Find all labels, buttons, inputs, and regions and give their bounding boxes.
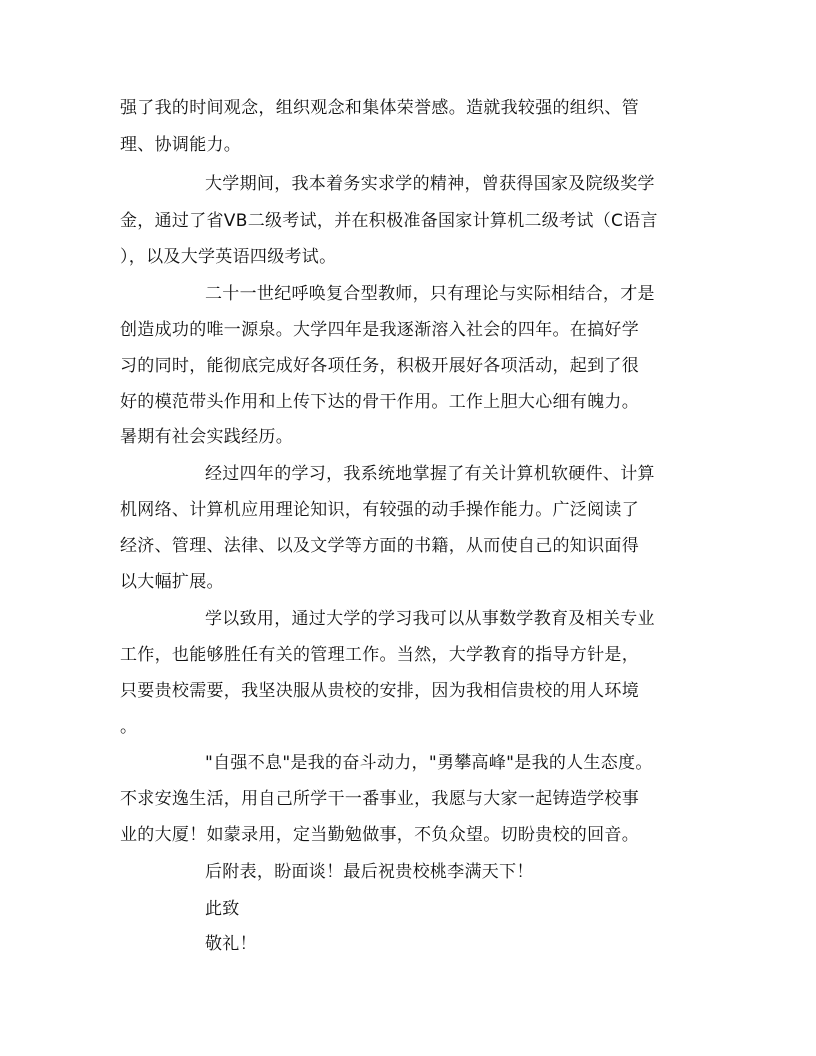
text-line: 以大幅扩展。 (120, 572, 224, 592)
text-line: 习的同时，能彻底完成好各项任务，积极开展好各项活动，起到了很 (120, 356, 639, 376)
text-line: ），以及大学英语四级考试。 (120, 247, 337, 267)
text-line: 暑期有社会实践经历。 (120, 427, 293, 447)
text-line: 业的大厦！如蒙录用，定当勤勉做事，不负众望。切盼贵校的回音。 (120, 825, 639, 845)
text-line: 金，通过了省VB二级考试，并在积极准备国家计算机二级考试（C语言 (120, 211, 658, 231)
text-line: 工作，也能够胜任有关的管理工作。当然，大学教育的指导方针是， (120, 645, 639, 665)
paragraph-start-line: 学以致用，通过大学的学习我可以从事数学教育及相关专业 (205, 609, 655, 629)
text-line: 创造成功的唯一源泉。大学四年是我逐渐溶入社会的四年。在搞好学 (120, 320, 639, 340)
text-line: 好的模范带头作用和上传下达的骨干作用。工作上胆大心细有魄力。 (120, 392, 639, 412)
closing-line: 后附表，盼面谈！最后祝贵校桃李满天下！ (205, 862, 534, 882)
salutation-line: 敬礼！ (205, 934, 257, 954)
paragraph-start-line: 大学期间，我本着务实求学的精神，曾获得国家及院级奖学 (205, 174, 655, 194)
text-line: 经济、管理、法律、以及文学等方面的书籍，从而使自己的知识面得 (120, 536, 639, 556)
text-line: 只要贵校需要，我坚决服从贵校的安排，因为我相信贵校的用人环境 (120, 681, 639, 701)
text-line: 强了我的时间观念，组织观念和集体荣誉感。造就我较强的组织、管 (120, 98, 639, 118)
text-line: 。 (120, 717, 138, 737)
paragraph-start-line: 经过四年的学习，我系统地掌握了有关计算机软硬件、计算 (205, 464, 655, 484)
paragraph-start-line: 二十一世纪呼唤复合型教师，只有理论与实际相结合，才是 (205, 284, 655, 304)
paragraph-start-line: "自强不息"是我的奋斗动力，"勇攀高峰"是我的人生态度。 (205, 753, 653, 773)
salutation-line: 此致 (205, 899, 240, 919)
text-line: 理、协调能力。 (120, 135, 242, 155)
text-line: 机网络、计算机应用理论知识，有较强的动手操作能力。广泛阅读了 (120, 500, 639, 520)
text-line: 不求安逸生活，用自己所学干一番事业，我愿与大家一起铸造学校事 (120, 789, 639, 809)
